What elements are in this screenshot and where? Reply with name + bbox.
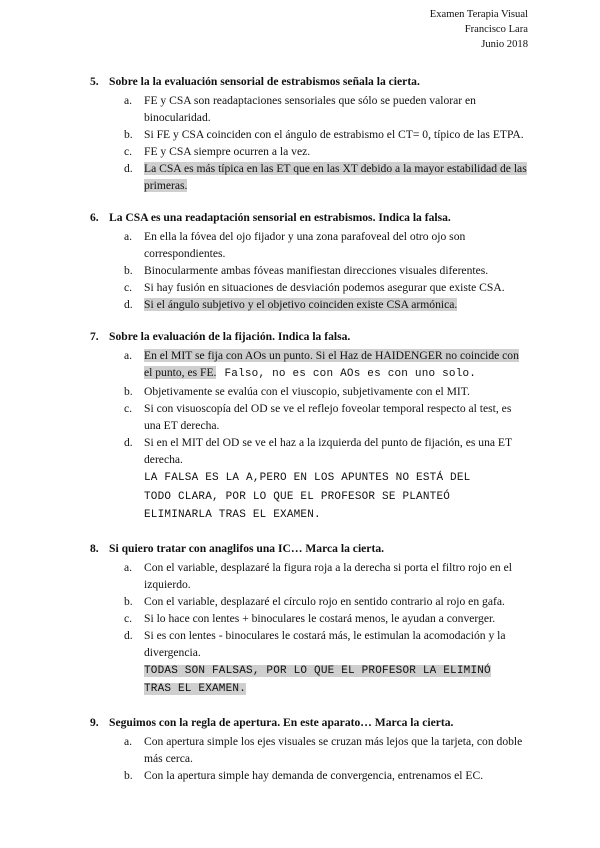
- option-text: FE y CSA siempre ocurren a la vez.: [144, 145, 311, 158]
- option-letter: a.: [124, 734, 133, 748]
- question-note: [144, 469, 530, 525]
- question-5: [90, 74, 530, 194]
- note-line: ELIMINARLA TRAS EL EXAMEN.: [144, 509, 321, 521]
- option-letter: d.: [124, 298, 133, 311]
- option-letter: b.: [124, 128, 133, 141]
- option-letter: d.: [124, 436, 133, 449]
- question-text: La CSA es una readaptación sensorial en estrabismos. Indica la falsa.: [109, 211, 451, 224]
- question-title: [90, 541, 530, 557]
- note-line: TODAS SON FALSAS, POR LO QUE EL PROFESOR LA ELIMINÓ: [144, 664, 491, 677]
- question-7: [90, 329, 530, 525]
- question-text: Si quiero tratar con anaglifos una IC… Marca la cierta.: [109, 541, 385, 555]
- option-list: [90, 559, 530, 699]
- question-title: [90, 74, 530, 90]
- note-line: TRAS EL EXAMEN.: [144, 683, 247, 695]
- question-title: [90, 329, 530, 345]
- option-b: [124, 262, 530, 279]
- header-course: Examen Terapia Visual: [429, 9, 528, 20]
- note-line: TODO CLARA, POR LO QUE EL PROFESOR SE PLANTEÓ: [144, 490, 451, 503]
- question-text: Sobre la la evaluación sensorial de estrabismos señala la cierta.: [109, 75, 420, 88]
- option-list: [90, 347, 530, 525]
- option-c: [124, 400, 530, 434]
- option-a: [124, 228, 530, 262]
- exam-content: [90, 74, 530, 800]
- option-letter: b.: [124, 768, 133, 782]
- option-letter: c.: [124, 402, 133, 415]
- option-letter: c.: [124, 611, 133, 625]
- question-title: [90, 715, 530, 731]
- document-header: [430, 7, 528, 52]
- option-text: Binocularmente ambas fóveas manifiestan direcciones visuales diferentes.: [144, 264, 489, 277]
- header-date: Junio 2018: [481, 39, 528, 50]
- option-text: Si con visuoscopía del OD se ve el reflejo foveolar temporal respecto al test, es una ET derecha.: [144, 402, 512, 432]
- option-letter: c.: [124, 281, 133, 294]
- question-number: 7.: [90, 330, 99, 343]
- option-a: [124, 92, 530, 126]
- option-d: [124, 627, 530, 661]
- option-d: [124, 434, 530, 468]
- question-6: [90, 210, 530, 313]
- option-text: En ella la fóvea del ojo fijador y una zona parafoveal del otro ojo son correspondientes.: [144, 230, 466, 260]
- option-letter: b.: [124, 264, 133, 277]
- option-list: [90, 92, 530, 194]
- question-number: 9.: [90, 715, 99, 729]
- question-number: 5.: [90, 75, 99, 88]
- option-text: Con apertura simple los ejes visuales se cruzan más lejos que la tarjeta, con doble más cerca.: [144, 734, 523, 765]
- option-list: [90, 228, 530, 313]
- option-letter: a.: [124, 349, 133, 362]
- option-text: Objetivamente se evalúa con el viuscopio, subjetivamente con el MIT.: [144, 385, 470, 398]
- answer-note: Falso, no es con AOs es con uno solo.: [224, 368, 477, 380]
- highlighted-answer: La CSA es más típica en las ET que en las XT debido a la mayor estabilidad de las primeras.: [144, 162, 527, 192]
- option-b: [124, 126, 530, 143]
- option-text: FE y CSA son readaptaciones sensoriales que sólo se pueden valorar en binocularidad.: [144, 94, 476, 124]
- highlighted-answer: Si el ángulo subjetivo y el objetivo coinciden existe CSA armónica.: [144, 298, 458, 311]
- option-c: [124, 610, 530, 627]
- option-a: [124, 559, 530, 593]
- question-note: [144, 662, 530, 699]
- header-author: Francisco Lara: [464, 24, 528, 35]
- question-number: 8.: [90, 541, 99, 555]
- option-letter: a.: [124, 230, 133, 243]
- option-b: [124, 767, 530, 784]
- option-letter: b.: [124, 385, 133, 398]
- option-c: [124, 279, 530, 296]
- option-letter: b.: [124, 594, 133, 608]
- option-letter: c.: [124, 145, 133, 158]
- option-list: [90, 733, 530, 784]
- option-b: [124, 593, 530, 610]
- option-text: Con el variable, desplazaré el círculo rojo en sentido contrario al rojo en gafa.: [144, 594, 505, 608]
- option-d-correct: [124, 160, 530, 194]
- option-text: Si FE y CSA coinciden con el ángulo de estrabismo el CT= 0, típico de las ETPA.: [144, 128, 524, 141]
- option-a: [124, 733, 530, 767]
- option-letter: a.: [124, 560, 133, 574]
- option-c: [124, 143, 530, 160]
- option-letter: d.: [124, 628, 133, 642]
- option-text: Si lo hace con lentes + binoculares le costará menos, le ayudan a converger.: [144, 611, 496, 625]
- option-a-correct: [124, 347, 530, 383]
- question-number: 6.: [90, 211, 99, 224]
- option-text: Si hay fusión en situaciones de desviación podemos asegurar que existe CSA.: [144, 281, 505, 294]
- option-text: Con el variable, desplazaré la figura roja a la derecha si porta el filtro rojo en el izquierdo.: [144, 560, 512, 591]
- option-text: Con la apertura simple hay demanda de convergencia, entrenamos el EC.: [144, 768, 484, 782]
- question-text: Seguimos con la regla de apertura. En este aparato… Marca la cierta.: [109, 715, 454, 729]
- option-text: Si es con lentes - binoculares le costará más, le estimulan la acomodación y la divergencia.: [144, 628, 506, 659]
- question-text: Sobre la evaluación de la fijación. Indica la falsa.: [109, 330, 351, 343]
- question-8: [90, 541, 530, 699]
- note-line: LA FALSA ES LA A,PERO EN LOS APUNTES NO ESTÁ DEL: [144, 472, 471, 484]
- option-letter: d.: [124, 162, 133, 175]
- option-text: Si en el MIT del OD se ve el haz a la izquierda del punto de fijación, es una ET derecha.: [144, 436, 512, 466]
- highlighted-answer: En el MIT se fija con AOs un punto. Si el Haz de HAIDENGER no coincide con el punto, es FE.: [144, 349, 519, 379]
- option-b: [124, 383, 530, 400]
- question-9: [90, 715, 530, 784]
- option-d-correct: [124, 296, 530, 313]
- question-title: [90, 210, 530, 226]
- option-letter: a.: [124, 94, 133, 107]
